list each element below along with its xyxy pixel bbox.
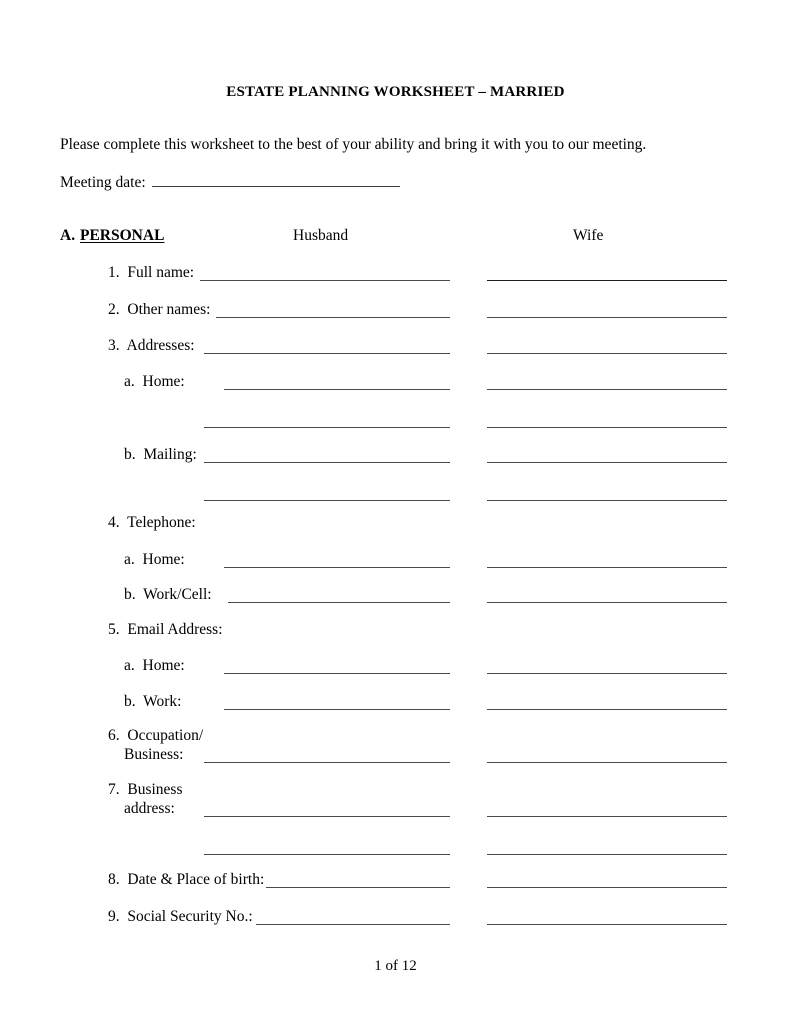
section-title-personal: PERSONAL xyxy=(80,227,165,244)
blank-wife-full-name[interactable] xyxy=(487,280,727,281)
blank-husband-address-mailing[interactable] xyxy=(204,462,450,463)
meeting-date-blank[interactable] xyxy=(152,173,400,187)
field-label-occupation-business: 6. Occupation/ xyxy=(108,727,204,744)
blank-husband-social-security-no[interactable] xyxy=(256,924,450,925)
blank-wife-email-work[interactable] xyxy=(487,709,727,710)
form-row xyxy=(0,411,791,433)
form-row xyxy=(0,337,791,359)
page-title: ESTATE PLANNING WORKSHEET – MARRIED xyxy=(226,84,565,100)
blank-wife-address-home-line2[interactable] xyxy=(487,427,727,428)
form-row xyxy=(0,693,791,715)
form-row xyxy=(0,446,791,468)
form-row-continuation xyxy=(0,746,791,768)
field-label-telephone-home: a. Home: xyxy=(124,551,185,568)
field-label-telephone-work-cell: b. Work/Cell: xyxy=(124,586,212,603)
blank-husband-telephone-home[interactable] xyxy=(224,567,450,568)
field-label-address-mailing: b. Mailing: xyxy=(124,446,197,463)
blank-husband-business-address[interactable] xyxy=(204,816,450,817)
field-label-telephone: 4. Telephone: xyxy=(108,514,196,531)
form-row xyxy=(0,264,791,286)
blank-husband-occupation-business[interactable] xyxy=(204,762,450,763)
blank-wife-email-home[interactable] xyxy=(487,673,727,674)
form-row-continuation xyxy=(0,800,791,822)
blank-husband-address-home-line2[interactable] xyxy=(204,427,450,428)
field-label-email-home: a. Home: xyxy=(124,657,185,674)
blank-wife-date-place-of-birth[interactable] xyxy=(487,887,727,888)
blank-wife-addresses[interactable] xyxy=(487,353,727,354)
blank-husband-business-address-line2[interactable] xyxy=(204,854,450,855)
field-label-occupation-business-line2: Business: xyxy=(124,746,184,763)
field-label-address-home: a. Home: xyxy=(124,373,185,390)
field-label-business-address: 7. Business xyxy=(108,781,183,798)
field-label-email-address: 5. Email Address: xyxy=(108,621,223,638)
blank-husband-email-home[interactable] xyxy=(224,673,450,674)
field-label-date-place-of-birth: 8. Date & Place of birth: xyxy=(108,871,265,888)
section-letter: A. xyxy=(60,227,76,244)
form-row xyxy=(0,621,791,643)
meeting-date-label: Meeting date: xyxy=(60,174,146,191)
field-label-full-name: 1. Full name: xyxy=(108,264,195,281)
blank-wife-telephone-home[interactable] xyxy=(487,567,727,568)
blank-husband-full-name[interactable] xyxy=(200,280,450,281)
blank-wife-address-mailing-line2[interactable] xyxy=(487,500,727,501)
section-personal-header xyxy=(60,227,740,247)
blank-wife-social-security-no[interactable] xyxy=(487,924,727,925)
column-header-husband: Husband xyxy=(293,227,349,244)
page-footer: 1 of 12 xyxy=(374,958,417,974)
blank-husband-addresses[interactable] xyxy=(204,353,450,354)
blank-wife-telephone-work-cell[interactable] xyxy=(487,602,727,603)
form-row xyxy=(0,838,791,860)
blank-wife-address-mailing[interactable] xyxy=(487,462,727,463)
blank-husband-telephone-work-cell[interactable] xyxy=(228,602,450,603)
form-row xyxy=(0,484,791,506)
form-row xyxy=(0,657,791,679)
blank-husband-date-place-of-birth[interactable] xyxy=(266,887,450,888)
blank-husband-other-names[interactable] xyxy=(216,317,450,318)
field-label-addresses: 3. Addresses: xyxy=(108,337,195,354)
field-label-social-security-no: 9. Social Security No.: xyxy=(108,908,253,925)
blank-wife-business-address[interactable] xyxy=(487,816,727,817)
blank-husband-address-mailing-line2[interactable] xyxy=(204,500,450,501)
column-header-wife: Wife xyxy=(573,227,604,244)
blank-husband-address-home[interactable] xyxy=(224,389,450,390)
form-row xyxy=(0,514,791,536)
form-row xyxy=(0,551,791,573)
intro-instructions: Please complete this worksheet to the best of your ability and bring it with you to our meeting. xyxy=(60,136,647,153)
form-row xyxy=(0,871,791,893)
field-label-other-names: 2. Other names: xyxy=(108,301,211,318)
blank-husband-email-work[interactable] xyxy=(224,709,450,710)
form-row xyxy=(0,301,791,323)
blank-wife-other-names[interactable] xyxy=(487,317,727,318)
form-row xyxy=(0,373,791,395)
meeting-date-row xyxy=(60,173,400,192)
blank-wife-occupation-business[interactable] xyxy=(487,762,727,763)
form-row xyxy=(0,908,791,930)
form-row xyxy=(0,586,791,608)
field-label-business-address-line2: address: xyxy=(124,800,175,817)
field-label-email-work: b. Work: xyxy=(124,693,182,710)
blank-wife-address-home[interactable] xyxy=(487,389,727,390)
blank-wife-business-address-line2[interactable] xyxy=(487,854,727,855)
